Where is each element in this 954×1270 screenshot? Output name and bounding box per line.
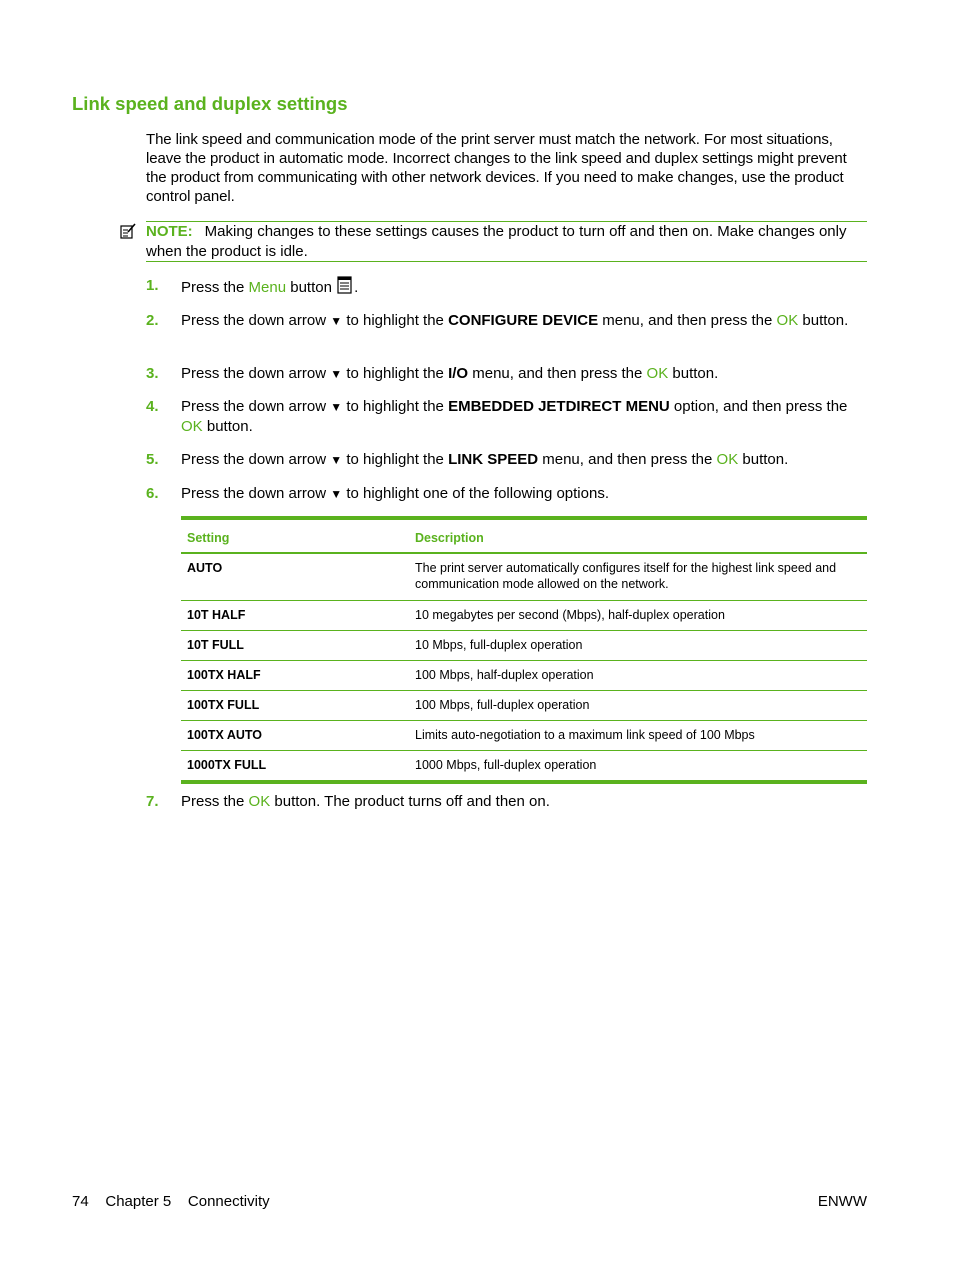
setting-cell: 100TX AUTO [181, 721, 409, 751]
setting-cell: 10T FULL [181, 631, 409, 661]
ok-button-label: OK [716, 451, 739, 468]
note-text: Making changes to these settings causes the product to turn off and then on. Make changes only when the product is idle. [146, 223, 847, 260]
description-cell: 100 Mbps, half-duplex operation [409, 661, 867, 691]
note-pencil-icon [119, 222, 137, 240]
step-number: 1. [146, 277, 159, 294]
step-number: 2. [146, 312, 159, 329]
setting-cell: 100TX FULL [181, 691, 409, 721]
table-row [181, 751, 867, 783]
description-cell: 100 Mbps, full-duplex operation [409, 691, 867, 721]
table-row [181, 661, 867, 691]
section-label: Connectivity [187, 1193, 270, 1210]
table-row [181, 601, 867, 631]
description-cell: 1000 Mbps, full-duplex operation [409, 751, 867, 783]
step-6: 6. Press the down arrow ▼ to highlight one of the following options. [146, 485, 609, 502]
setting-cell: 10T HALF [181, 601, 409, 631]
note-label: NOTE: [146, 223, 193, 240]
step-2: 2. Press the down arrow ▼ to highlight the CONFIGURE DEVICE menu, and then press the OK button. [146, 312, 849, 329]
ok-button-label: OK [248, 793, 271, 810]
ok-button-label: OK [181, 418, 203, 435]
table-row [181, 721, 867, 751]
step-number: 3. [146, 365, 159, 382]
step-number: 5. [146, 451, 159, 468]
menu-name: CONFIGURE DEVICE [448, 312, 599, 329]
setting-cell: 100TX HALF [181, 661, 409, 691]
column-header-description: Description [409, 518, 867, 553]
setting-cell: 1000TX FULL [181, 751, 409, 783]
description-cell: The print server automatically configures itself for the highest link speed and communication mode allowed on the network. [415, 561, 837, 591]
section-heading: Link speed and duplex settings [72, 93, 348, 114]
table-row [181, 631, 867, 661]
step-number: 6. [146, 485, 159, 502]
footer-brand: ENWW [817, 1193, 867, 1210]
table-row [181, 553, 867, 601]
step-4: 4. Press the down arrow ▼ to highlight the EMBEDDED JETDIRECT MENU option, and then press the OK button. [146, 398, 848, 435]
table-row [181, 691, 867, 721]
setting-cell: AUTO [187, 561, 223, 575]
table-header-row [181, 518, 867, 553]
down-arrow-icon: ▼ [330, 314, 343, 328]
footer-left [72, 1193, 270, 1210]
description-cell: Limits auto-negotiation to a maximum link speed of 100 Mbps [409, 721, 867, 751]
description-cell: 10 megabytes per second (Mbps), half-duplex operation [409, 601, 867, 631]
ok-button-label: OK [646, 365, 669, 382]
step-number: 7. [146, 793, 159, 810]
menu-name: LINK SPEED [448, 451, 539, 468]
page-number: 74 [72, 1193, 89, 1210]
down-arrow-icon: ▼ [330, 367, 343, 381]
menu-name: EMBEDDED JETDIRECT MENU [448, 398, 670, 415]
ok-button-label: OK [776, 312, 799, 329]
chapter-label: Chapter 5 [105, 1193, 172, 1210]
step-7: 7. Press the OK button. The product turns off and then on. [146, 793, 550, 810]
description-cell: 10 Mbps, full-duplex operation [409, 631, 867, 661]
down-arrow-icon: ▼ [330, 453, 343, 467]
column-header-setting: Setting [181, 518, 409, 553]
down-arrow-icon: ▼ [330, 400, 343, 414]
menu-list-icon [336, 276, 354, 294]
step-1: 1. Press the Menu button . [146, 277, 359, 296]
menu-button-label: Menu [248, 279, 287, 296]
step-number: 4. [146, 398, 159, 415]
step-5: 5. Press the down arrow ▼ to highlight the LINK SPEED menu, and then press the OK button. [146, 451, 789, 468]
link-speed-settings-table [181, 516, 867, 784]
intro-paragraph: The link speed and communication mode of the print server must match the network. For most situations, leave the product in automatic mode. Incorrect changes to the link speed and duplex settings might prevent the product from communicating with other network devices. If you need to make changes, use the product control panel. [146, 131, 847, 205]
down-arrow-icon: ▼ [330, 487, 343, 501]
menu-name: I/O [448, 365, 469, 382]
step-3: 3. Press the down arrow ▼ to highlight the I/O menu, and then press the OK button. [146, 365, 719, 382]
note-box [146, 221, 867, 262]
